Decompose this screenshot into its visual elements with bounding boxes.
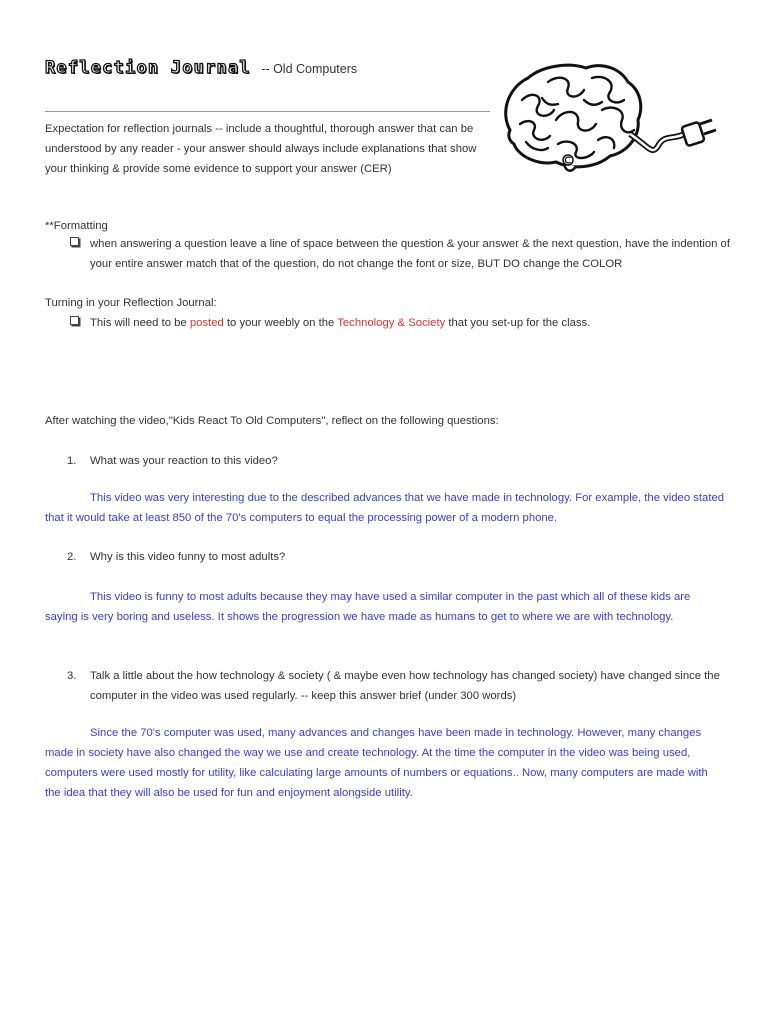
checkbox-bullet-icon [70, 234, 79, 254]
title-divider [45, 111, 490, 112]
question-number: 3. [67, 670, 77, 682]
brain-with-plug-icon [498, 60, 723, 175]
checkbox-bullet-icon [70, 313, 79, 333]
turning-in-text-1: This will need to be [90, 317, 187, 329]
page-title: Reflection Journal [45, 58, 251, 78]
reflection-prompt: After watching the video,"Kids React To Old Computers", reflect on the following questions: [45, 415, 499, 427]
formatting-bullet: when answering a question leave a line of space between the question & your answer & the next question, have the indention of your entire answer match that of the question, do not change the font or size, BUT DO change the COLOR [90, 238, 730, 270]
answer-text: This video was very interesting due to the described advances that we have made in technology. For example, the video stated that it would take at least 850 of the 70's computers to equal the processing power of a modern phone. [45, 492, 725, 524]
turning-in-text-2: to your weebly on the [226, 317, 335, 329]
question-number: 1. [67, 455, 77, 467]
turning-in-bullet [90, 313, 730, 333]
turning-in-text-3: that you set-up for the class. [448, 317, 591, 329]
page-subtitle: -- Old Computers [261, 62, 358, 76]
turning-in-heading: Turning in your Reflection Journal: [45, 297, 217, 309]
question-number: 2. [67, 551, 77, 563]
answer-text: This video is funny to most adults because they may have used a similar computer in the past which all of these kids are saying is very boring and useless. It shows the progression we have made as humans to get to where we are with technology. [45, 591, 691, 623]
question-text: Talk a little about the how technology & society ( & maybe even how technology has changed society) have changed since the computer in the video was used regularly. -- keep this answer brief (under 300 words) [90, 670, 720, 702]
intro-paragraph: Expectation for reflection journals -- include a thoughtful, thorough answer that can be understood by any reader - your answer should always include explanations that show your thinking & provide some evidence to support your answer (CER) [45, 123, 477, 175]
technology-society-highlight: Technology & Society [337, 317, 446, 329]
answer-text: Since the 70's computer was used, many advances and changes have been made in technology. However, many changes made in society have also changed the way we use and create technology. At the time the computer in the video was being used, computers were used mostly for utility, like calculating large amounts of numbers or equations.. Now, many computers are made with the idea that they will also be used for fun and enjoyment alongside utility. [45, 727, 708, 799]
question-text: Why is this video funny to most adults? [90, 551, 286, 563]
question-text: What was your reaction to this video? [90, 455, 278, 467]
posted-highlight: posted [189, 317, 224, 329]
title-row [45, 58, 357, 78]
formatting-heading: **Formatting [45, 220, 108, 232]
